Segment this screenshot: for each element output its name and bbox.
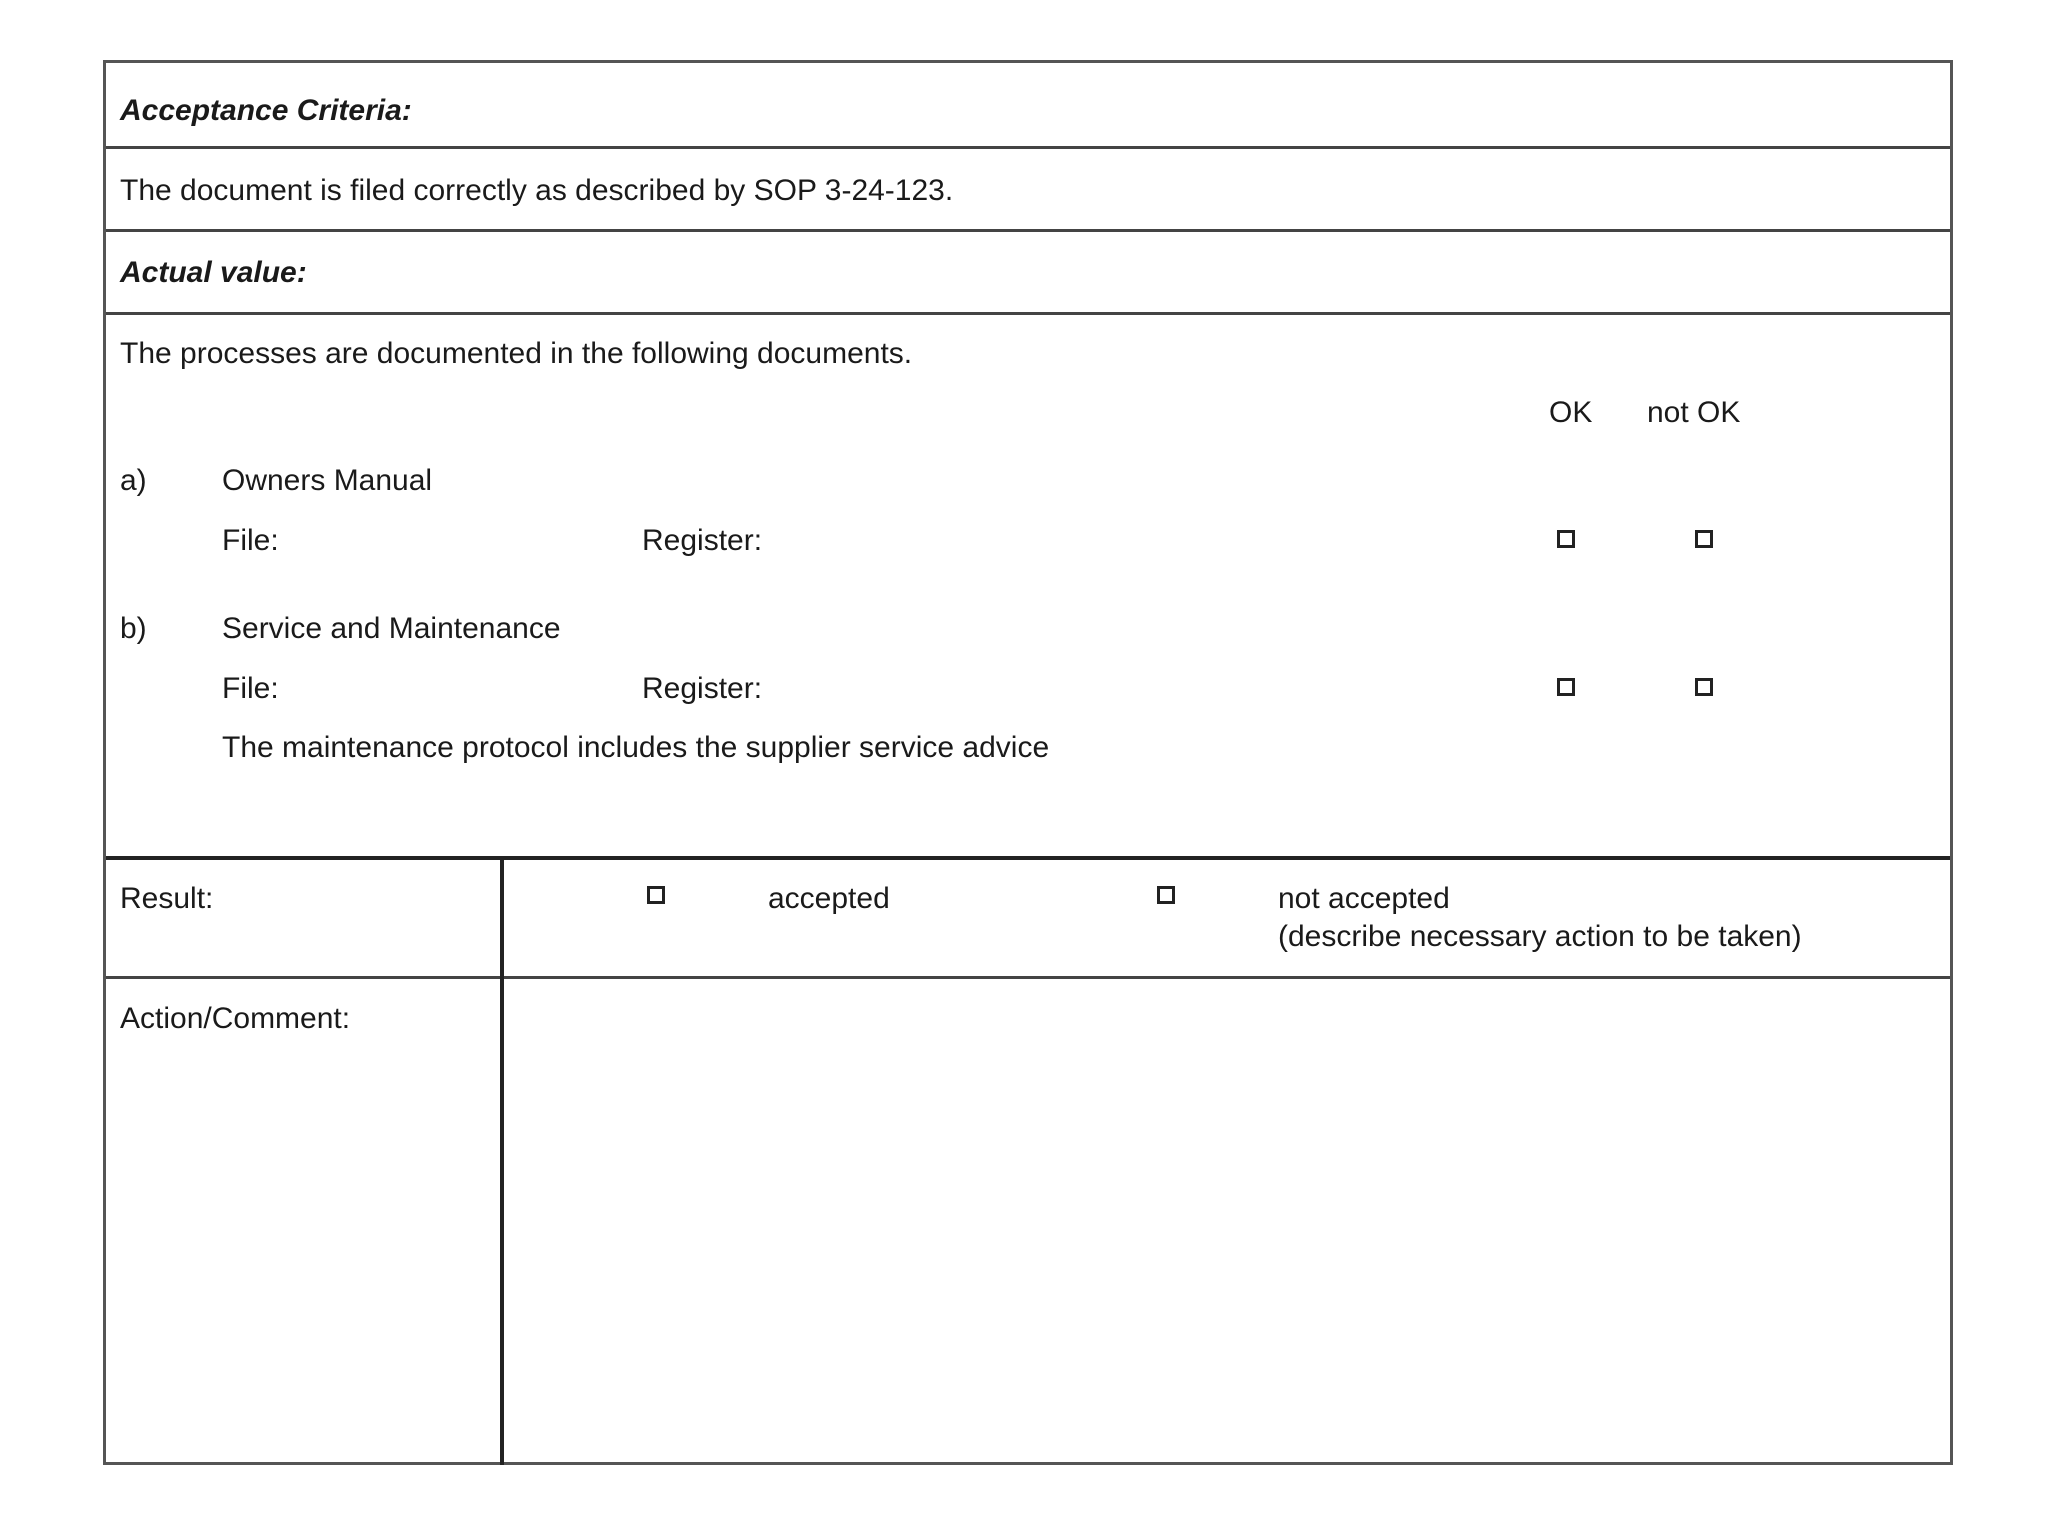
actual-value-heading: Actual value: [120,256,307,289]
item-a-register-label: Register: [642,524,763,557]
item-b-title: Service and Maintenance [222,612,561,645]
not-accepted-hint: (describe necessary action to be taken) [1278,920,1802,953]
item-b-register-label: Register: [642,672,763,705]
action-comment-label: Action/Comment: [120,1002,351,1035]
column-divider [500,856,504,1465]
divider [106,976,1950,979]
item-a-title: Owners Manual [222,464,433,497]
acceptance-criteria-text: The document is filed correctly as described by SOP 3-24-123. [120,174,954,207]
acceptance-form [103,60,1953,1465]
item-a-ok-checkbox[interactable] [1557,530,1575,548]
column-header-not-ok: not OK [1647,396,1741,429]
action-comment-field[interactable] [526,1001,1926,1441]
item-b-not-ok-checkbox[interactable] [1695,678,1713,696]
divider [106,229,1950,232]
item-a-not-ok-checkbox[interactable] [1695,530,1713,548]
accepted-checkbox[interactable] [647,886,665,904]
divider [106,856,1950,860]
not-accepted-checkbox[interactable] [1157,886,1175,904]
item-b-marker: b) [120,612,147,645]
accepted-label: accepted [768,882,890,915]
item-a-marker: a) [120,464,147,497]
item-b-file-label: File: [222,672,279,705]
item-a-file-label: File: [222,524,279,557]
result-label: Result: [120,882,214,915]
divider [106,312,1950,315]
column-header-ok: OK [1549,396,1593,429]
divider [106,146,1950,149]
not-accepted-label: not accepted [1278,882,1450,915]
acceptance-criteria-heading: Acceptance Criteria: [120,94,412,127]
actual-value-intro: The processes are documented in the following documents. [120,337,913,370]
item-b-note: The maintenance protocol includes the supplier service advice [222,731,1050,764]
item-b-ok-checkbox[interactable] [1557,678,1575,696]
